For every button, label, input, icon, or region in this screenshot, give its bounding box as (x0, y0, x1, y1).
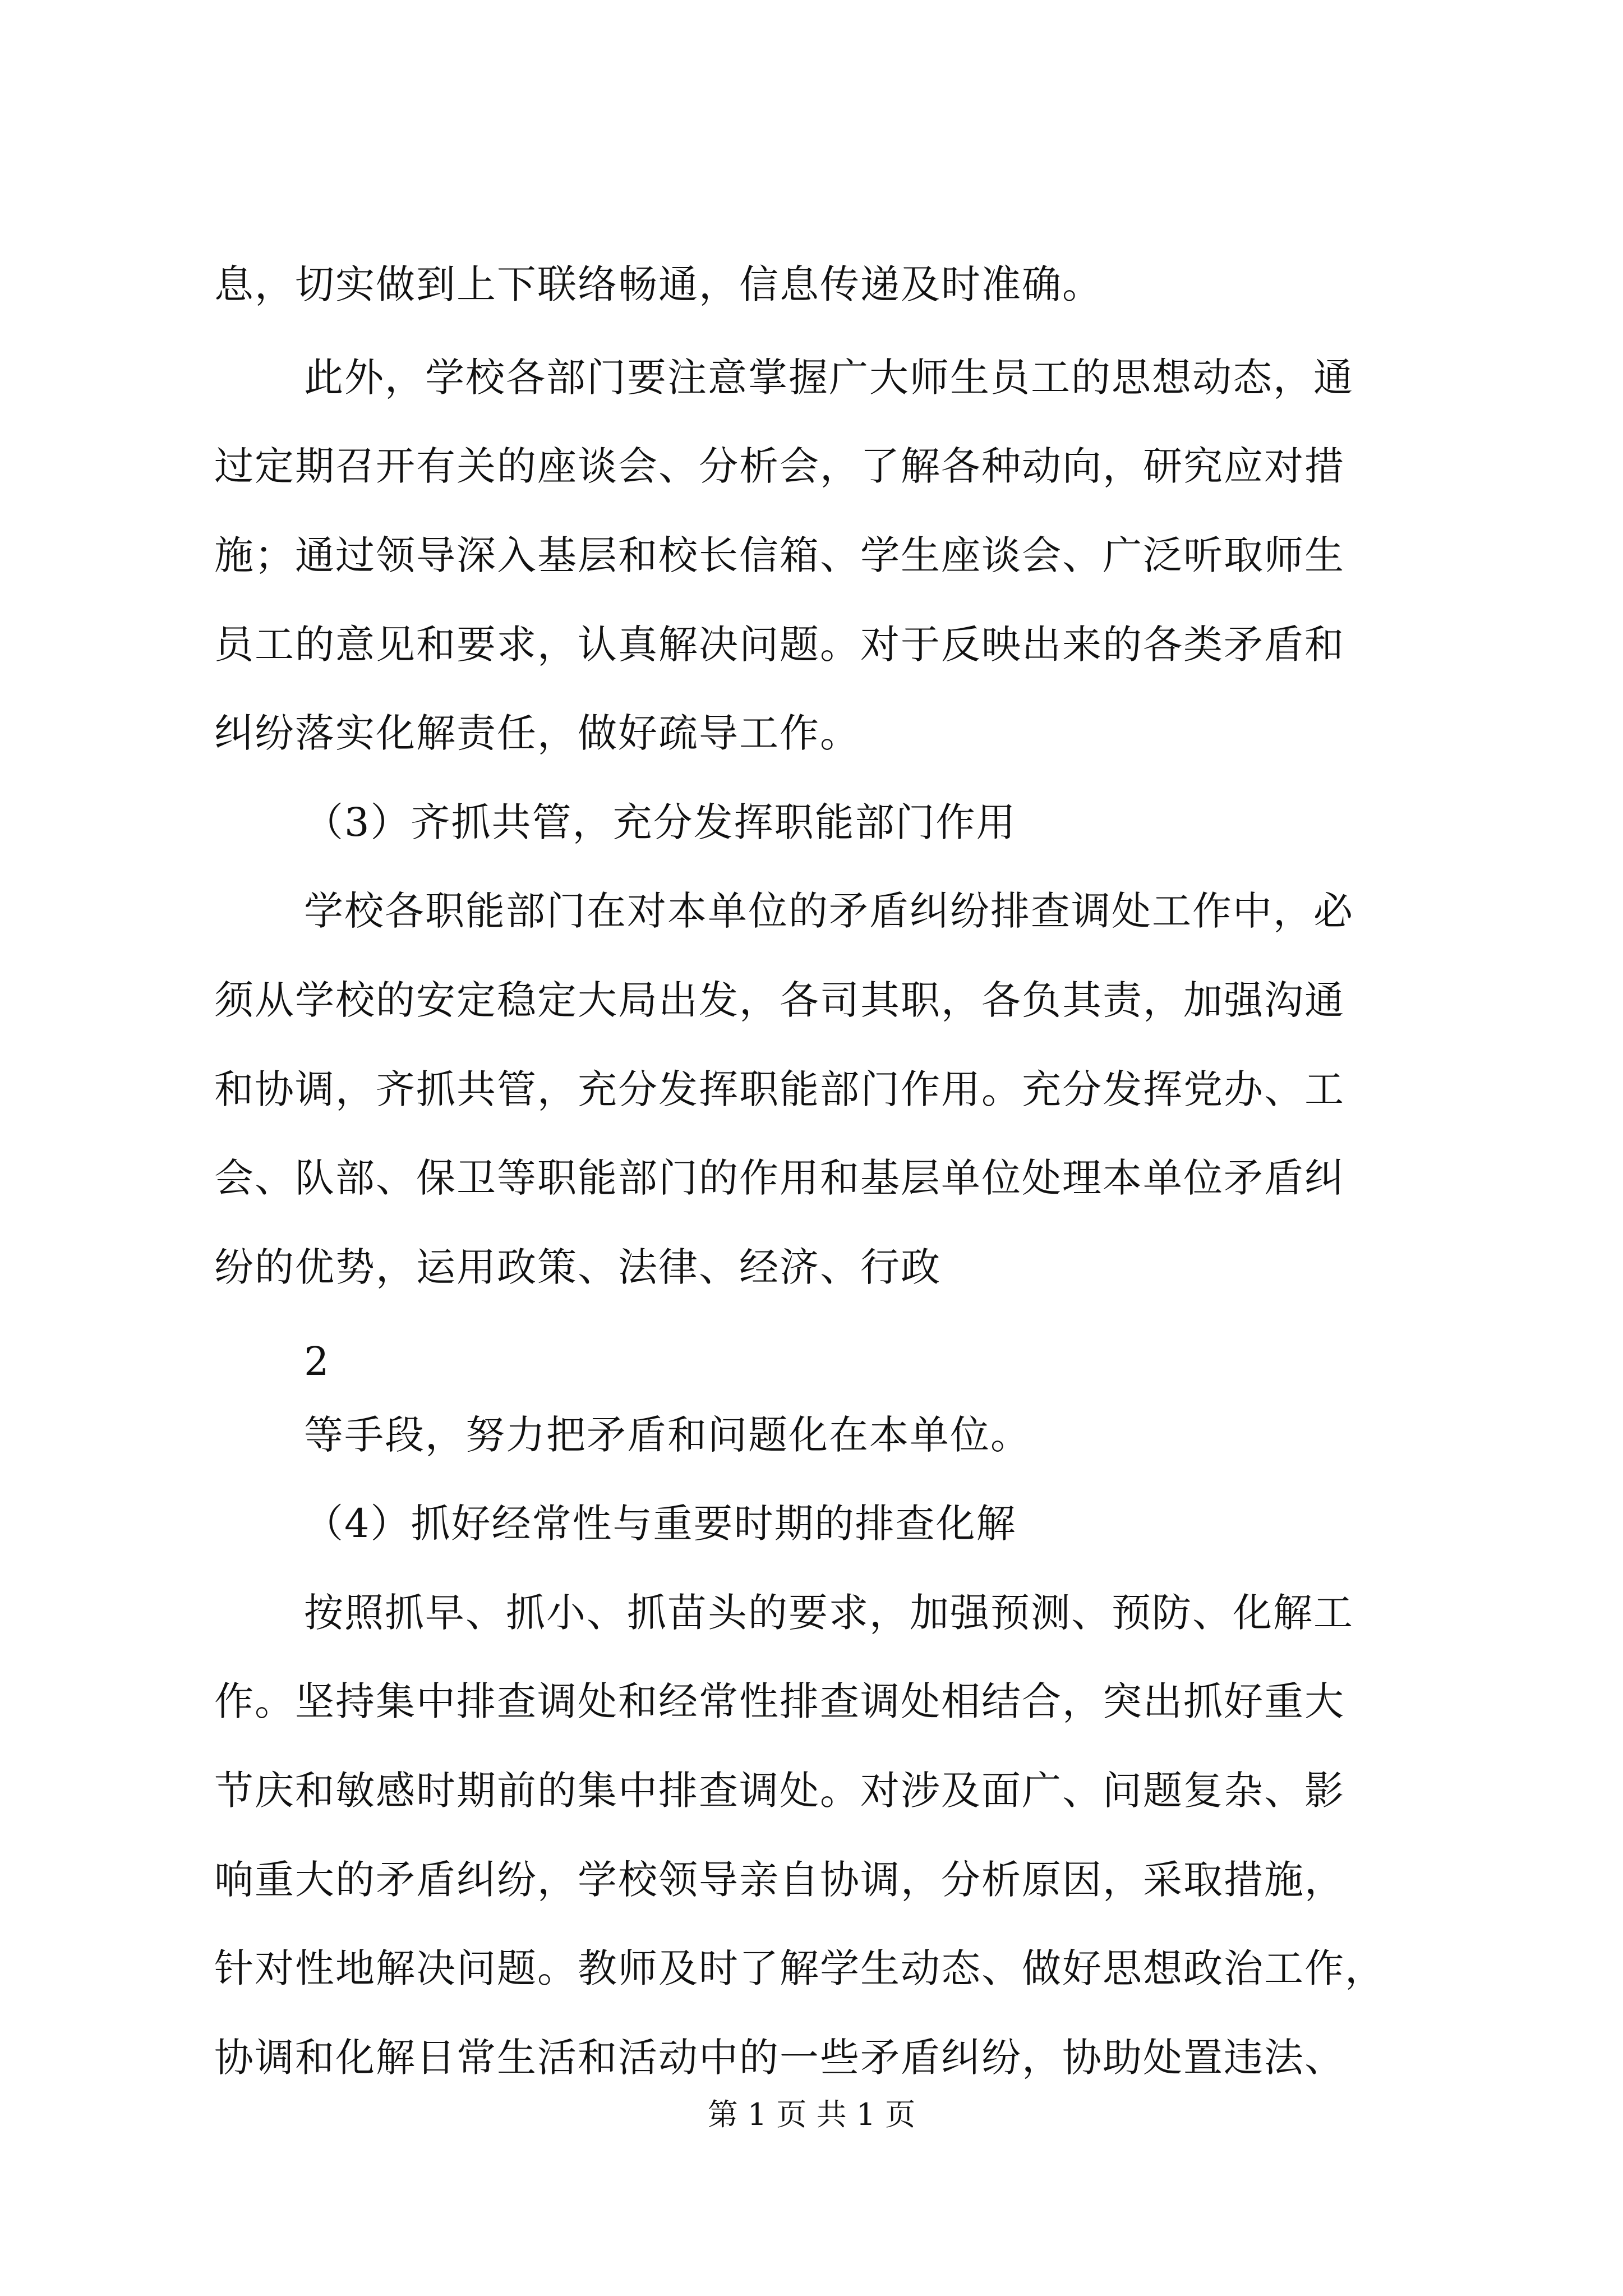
text-line: 协调和化解日常生活和活动中的一些矛盾纠纷，协助处置违法、 (214, 2035, 1345, 2081)
text-line: 等手段，努力把矛盾和问题化在本单位。 (304, 1412, 1031, 1458)
text-line: 纷的优势，运用政策、法律、经济、行政 (214, 1244, 941, 1290)
text-line: 学校各职能部门在对本单位的矛盾纠纷排查调处工作中，必 (304, 888, 1354, 934)
page-footer: 第 1 页 共 1 页 (707, 2097, 916, 2132)
text-line: 此外，学校各部门要注意掌握广大师生员工的思想动态，通 (304, 355, 1354, 401)
text-line: 须从学校的安定稳定大局出发，各司其职，各负其责，加强沟通 (214, 977, 1345, 1023)
text-line: 过定期召开有关的座谈会、分析会，了解各种动向，研究应对措 (214, 443, 1345, 489)
text-line: 按照抓早、抓小、抓苗头的要求，加强预测、预防、化解工 (304, 1590, 1354, 1636)
text-line: 响重大的矛盾纠纷，学校领导亲自协调，分析原因，采取措施， (214, 1857, 1345, 1903)
text-line: 会、队部、保卫等职能部门的作用和基层单位处理本单位矛盾纠 (214, 1155, 1345, 1201)
text-line: 和协调，齐抓共管，充分发挥职能部门作用。充分发挥党办、工 (214, 1066, 1345, 1112)
text-line: 员工的意见和要求，认真解决问题。对于反映出来的各类矛盾和 (214, 622, 1345, 668)
text-line: 针对性地解决问题。教师及时了解学生动态、做好思想政治工作， (214, 1945, 1385, 1991)
section-heading: （4）抓好经常性与重要时期的排查化解 (304, 1501, 1017, 1547)
text-line: 节庆和敏感时期前的集中排查调处。对涉及面广、问题复杂、影 (214, 1768, 1345, 1814)
page-number-marker: 2 (304, 1338, 330, 1384)
text-line: 纠纷落实化解责任，做好疏导工作。 (214, 710, 860, 756)
text-line: 施；通过领导深入基层和校长信箱、学生座谈会、广泛听取师生 (214, 532, 1345, 578)
text-line: 息，切实做到上下联络畅通，信息传递及时准确。 (214, 261, 1103, 307)
section-heading: （3）齐抓共管，充分发挥职能部门作用 (304, 799, 1017, 845)
text-line: 作。坚持集中排查调处和经常性排查调处相结合，突出抓好重大 (214, 1678, 1345, 1724)
